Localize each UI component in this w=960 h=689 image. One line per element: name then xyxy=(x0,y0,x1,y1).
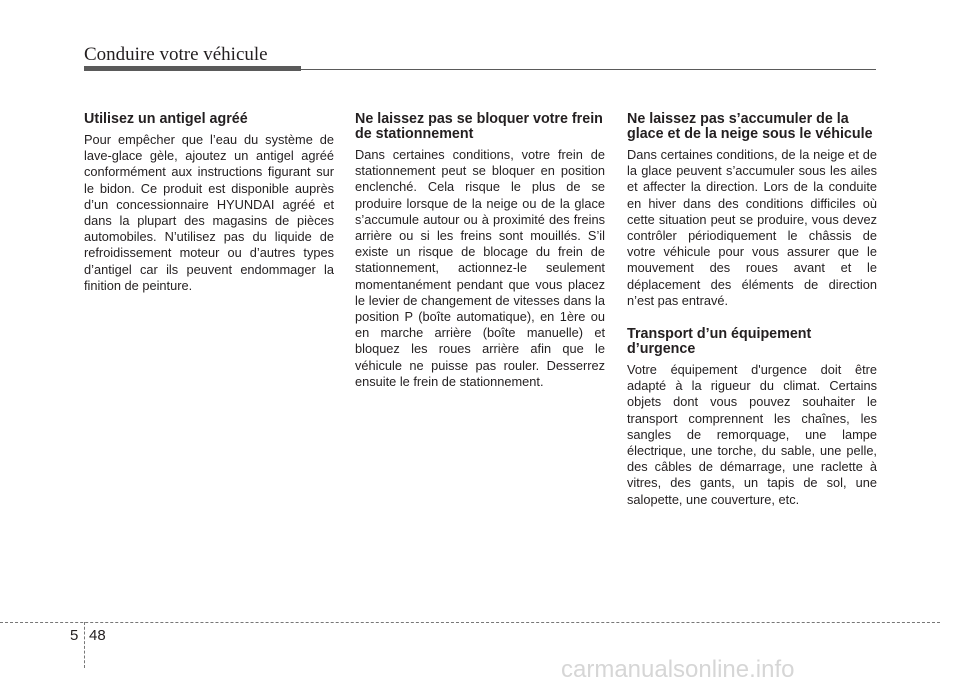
header-rule-thick xyxy=(84,66,301,71)
footer-page-number: 48 xyxy=(89,627,106,644)
footer-dashed-rule xyxy=(0,622,940,623)
section-body-emergency-equipment: Votre équipement d'urgence doit être adapté à la rigueur du climat. Certains objets dont vous pouvez souhaiter le transport comprennent les chaînes, les sangles de remorquage, une lampe électrique, une torche, du sable, une pelle, des câbles de démarrage, une raclette à vitres, des gants, un tapis de sol, une salopette, une couverture, etc. xyxy=(627,362,877,507)
section-body-ice-snow: Dans certaines conditions, de la neige et de la glace peuvent s’accumuler sous les ailes et affecter la direction. Lors de la conduite en hiver dans des conditions difficiles où cette situation peut se produire, vous devez contrôler périodiquement le châssis de votre véhicule pour vous assurer que le mouvement des roues avant et le déplacement des éléments de direction n’est pas entravé. xyxy=(627,147,877,308)
footer-section-number: 5 xyxy=(70,627,79,644)
column-right xyxy=(627,112,877,508)
section-body-antifreeze: Pour empêcher que l’eau du système de lave-glace gèle, ajoutez un antigel agréé conformément aux instructions figurant sur le bidon. Ce produit est disponible auprès d’un concessionnaire HYUNDAI agréé et dans la plupart des magasins de pièces automobiles. N’utilisez pas du liquide de refroidissement moteur ou d’autres types d’antigel car ils peuvent endommager la finition de peinture. xyxy=(84,132,334,293)
watermark: carmanualsonline.info xyxy=(561,656,795,683)
section-heading-ice-snow: Ne laissez pas s’accumuler de la glace et de la neige sous le véhicule xyxy=(627,111,873,142)
footer-dashed-divider xyxy=(84,622,85,668)
section-heading-parking-brake: Ne laissez pas se bloquer votre frein de stationnement xyxy=(355,111,603,142)
page-header-title: Conduire votre véhicule xyxy=(84,44,268,65)
section-body-parking-brake: Dans certaines conditions, votre frein de stationnement peut se bloquer en position enclenché. Cela risque le plus de se produire lorsque de la neige ou de la glace s’accumule autour ou à proximité des freins arrière ou si les freins sont mouillés. S’il existe un risque de blocage du frein de stationnement, actionnez-le seulement momentanément pendant que vous placez le levier de changement de vitesses dans la position P (boîte automatique), en 1ère ou en marche arrière (boîte manuelle) et bloquez les roues arrière afin que le véhicule ne puisse pas rouler. Desserrez ensuite le frein de stationnement. xyxy=(355,147,605,389)
header-rule-thin xyxy=(301,69,876,70)
section-heading-emergency-equipment: Transport d’un équipement d’urgence xyxy=(627,326,812,358)
column-middle xyxy=(355,112,605,390)
section-heading-antifreeze: Utilisez un antigel agréé xyxy=(84,111,248,127)
column-left xyxy=(84,112,334,294)
